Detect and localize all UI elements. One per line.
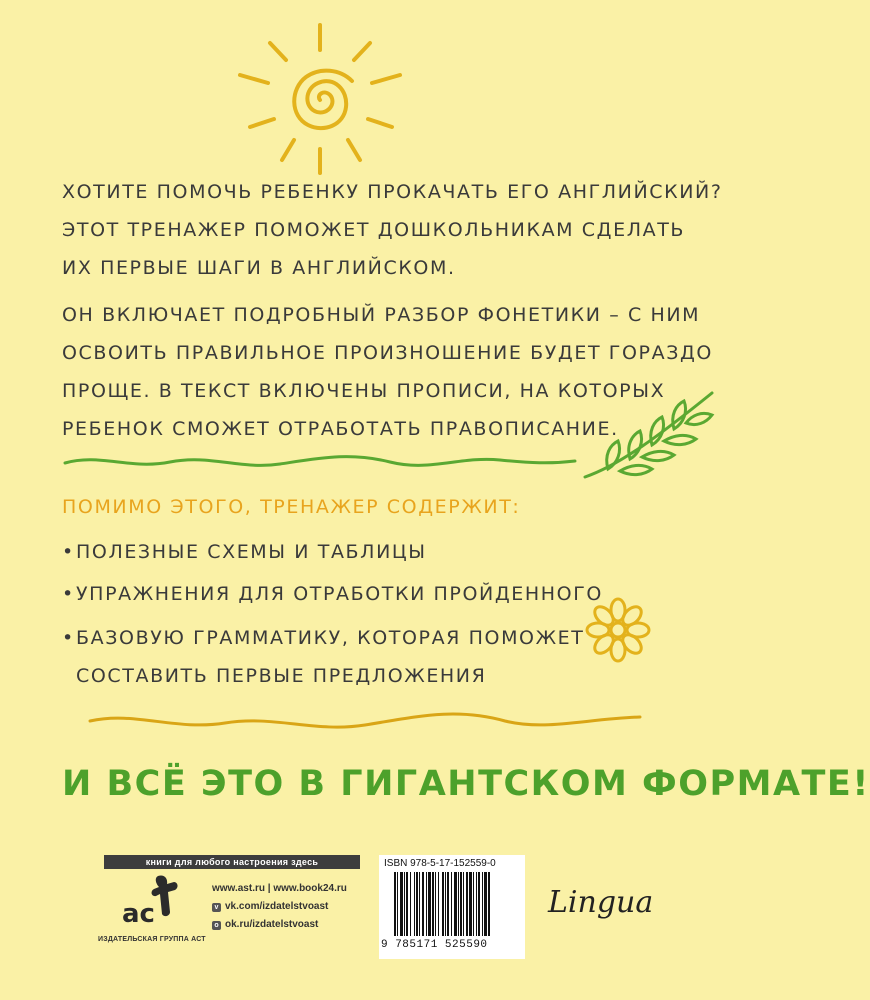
sites-link[interactable] bbox=[212, 880, 347, 898]
list-item bbox=[62, 627, 585, 649]
ast-logo bbox=[118, 872, 182, 930]
publisher-slogan: книги для любого настроения здесь bbox=[104, 855, 360, 869]
paragraph2-line-4: РЕБЕНОК СМОЖЕТ ОТРАБОТАТЬ ПРАВОПИСАНИЕ. bbox=[62, 418, 619, 440]
svg-text:ac: ac bbox=[122, 899, 155, 929]
list-item bbox=[62, 541, 427, 563]
bullet-dot: • bbox=[62, 583, 75, 605]
ok-text: ok.ru/izdatelstvoast bbox=[225, 919, 319, 930]
bullet-dot: • bbox=[62, 627, 75, 649]
paragraph2-line-2: ОСВОИТЬ ПРАВИЛЬНОЕ ПРОИЗНОШЕНИЕ БУДЕТ ГОРАЗДО bbox=[62, 342, 713, 364]
ok-link[interactable] bbox=[212, 916, 347, 934]
leaf-sprig-illustration bbox=[580, 385, 720, 485]
isbn-text: ISBN 978-5-17-152559-0 bbox=[384, 858, 496, 869]
vk-icon: v bbox=[212, 903, 221, 912]
lingua-imprint-logo: Lingua bbox=[548, 885, 654, 920]
list-item bbox=[62, 583, 603, 605]
vk-link[interactable] bbox=[212, 898, 347, 916]
paragraph2-line-3: ПРОЩЕ. В ТЕКСТ ВКЛЮЧЕНЫ ПРОПИСИ, НА КОТОРЫХ bbox=[62, 380, 666, 402]
publisher-group-caption: ИЗДАТЕЛЬСКАЯ ГРУППА АСТ bbox=[98, 936, 206, 943]
list-item-continuation: СОСТАВИТЬ ПЕРВЫЕ ПРЕДЛОЖЕНИЯ bbox=[76, 665, 487, 687]
list-item-label: БАЗОВУЮ ГРАММАТИКУ, КОТОРАЯ ПОМОЖЕТ bbox=[76, 627, 585, 649]
publisher-links bbox=[212, 880, 347, 934]
barcode-digits: 9 785171 525590 bbox=[381, 939, 488, 951]
contents-heading: ПОМИМО ЭТОГО, ТРЕНАЖЕР СОДЕРЖИТ: bbox=[62, 496, 521, 518]
green-wavy-divider bbox=[60, 448, 580, 478]
sites-text: www.ast.ru | www.book24.ru bbox=[212, 883, 347, 894]
list-item-label: ПОЛЕЗНЫЕ СХЕМЫ И ТАБЛИЦЫ bbox=[76, 541, 427, 563]
vk-text: vk.com/izdatelstvoast bbox=[225, 901, 329, 912]
barcode bbox=[392, 872, 518, 938]
bullet-dot: • bbox=[62, 541, 75, 563]
intro-line-2: ЭТОТ ТРЕНАЖЕР ПОМОЖЕТ ДОШКОЛЬНИКАМ СДЕЛАТЬ bbox=[62, 219, 686, 241]
intro-line-3: ИХ ПЕРВЫЕ ШАГИ В АНГЛИЙСКОМ. bbox=[62, 257, 456, 279]
intro-line-1: ХОТИТЕ ПОМОЧЬ РЕБЕНКУ ПРОКАЧАТЬ ЕГО АНГЛИЙСКИЙ? bbox=[62, 181, 723, 203]
sun-illustration bbox=[220, 15, 420, 185]
orange-wavy-divider bbox=[85, 703, 645, 737]
paragraph2-line-1: ОН ВКЛЮЧАЕТ ПОДРОБНЫЙ РАЗБОР ФОНЕТИКИ – С НИМ bbox=[62, 304, 701, 326]
flower-illustration bbox=[583, 595, 653, 665]
list-item-label: УПРАЖНЕНИЯ ДЛЯ ОТРАБОТКИ ПРОЙДЕННОГО bbox=[76, 583, 603, 605]
headline: И ВСЁ ЭТО В ГИГАНТСКОМ ФОРМАТЕ! bbox=[62, 764, 870, 804]
ok-icon: o bbox=[212, 921, 221, 930]
